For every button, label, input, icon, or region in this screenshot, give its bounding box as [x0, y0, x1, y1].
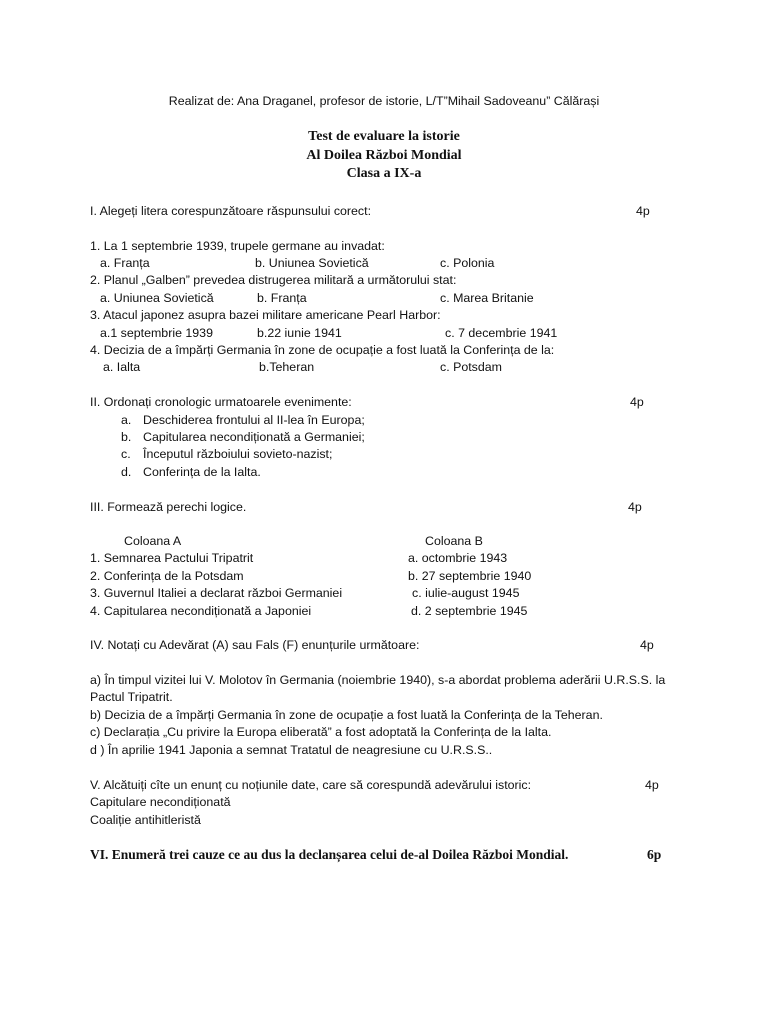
list-item [121, 446, 521, 464]
option-a: a. Franța [100, 256, 150, 270]
option-b: b. Franța [257, 291, 307, 305]
question-1: 1. La 1 septembrie 1939, trupele germane au invadat: [90, 239, 385, 253]
option-c: c. 7 decembrie 1941 [445, 326, 558, 340]
column-a-item: 4. Capitularea necondiționată a Japoniei [90, 604, 312, 618]
option-b: b.22 iunie 1941 [257, 326, 342, 340]
item-letter: a. [121, 413, 132, 427]
statement-a-continued: Pactul Tripatrit. [90, 690, 173, 704]
statement-c: c) Declarația „Cu privire la Europa eliberată” a fost adoptată la Conferința de la Ialta. [90, 725, 552, 739]
column-b-item: d. 2 septembrie 1945 [411, 604, 528, 618]
section-6-heading: VI. Enumeră trei cauze ce au dus la declanșarea celui de-al Doilea Război Mondial. [90, 847, 569, 862]
item-letter: c. [121, 447, 131, 461]
question-4: 4. Decizia de a împărți Germania în zone de ocupație a fost luată la Conferința de la: [90, 343, 555, 357]
column-b-item: c. iulie-august 1945 [412, 586, 520, 600]
question-2: 2. Planul „Galben” prevedea distrugerea militară a următorului stat: [90, 273, 457, 287]
column-a-item: 1. Semnarea Pactului Tripatrit [90, 551, 254, 565]
option-c: c. Potsdam [440, 360, 502, 374]
section-4-points: 4p [640, 638, 654, 652]
doc-title: Test de evaluare la istorie [308, 129, 460, 144]
section-3-heading: III. Formează perechi logice. [90, 500, 247, 514]
section-6-points: 6p [647, 847, 662, 862]
notion-item: Capitulare necondiționată [90, 795, 231, 809]
column-b-header: Coloana B [425, 534, 483, 548]
item-letter: d. [121, 465, 132, 479]
option-b: b.Teheran [259, 360, 315, 374]
option-a: a. Ialta [103, 360, 141, 374]
option-c: c. Marea Britanie [440, 291, 534, 305]
notion-item: Coaliție antihitleristă [90, 813, 201, 827]
option-a: a.1 septembrie 1939 [100, 326, 213, 340]
section-5-points: 4p [645, 778, 659, 792]
column-a-item: 2. Conferința de la Potsdam [90, 569, 244, 583]
question-3: 3. Atacul japonez asupra bazei militare americane Pearl Harbor: [90, 308, 441, 322]
item-text: Capitularea necondiționată a Germaniei; [143, 430, 365, 444]
item-text: Deschiderea frontului al II-lea în Europa; [143, 413, 365, 427]
section-1-heading: I. Alegeți litera corespunzătoare răspunsului corect: [90, 204, 372, 218]
column-a-item: 3. Guvernul Italiei a declarat război Germaniei [90, 586, 343, 600]
column-b-item: a. octombrie 1943 [408, 551, 508, 565]
list-item [121, 464, 521, 482]
section-3-points: 4p [628, 500, 642, 514]
option-b: b. Uniunea Sovietică [255, 256, 369, 270]
option-a: a. Uniunea Sovietică [100, 291, 214, 305]
author-line: Realizat de: Ana Draganel, profesor de istorie, L/T”Mihail Sadoveanu” Călărași [168, 94, 600, 108]
list-item [121, 429, 521, 447]
statement-b: b) Decizia de a împărți Germania în zone de ocupație a fost luată la Conferința de la Teheran. [90, 708, 603, 722]
section-4-heading: IV. Notați cu Adevărat (A) sau Fals (F) enunțurile următoare: [90, 638, 420, 652]
section-1-points: 4p [636, 204, 650, 218]
doc-subtitle: Al Doilea Război Mondial [306, 148, 462, 163]
statement-d: d ) În aprilie 1941 Japonia a semnat Tratatul de neagresiune cu U.R.S.S.. [90, 743, 493, 757]
option-c: c. Polonia [440, 256, 495, 270]
statement-a: a) În timpul vizitei lui V. Molotov în Germania (noiembrie 1940), s-a abordat problema aderării U.R.S.S. la [90, 673, 666, 687]
doc-class: Clasa a IX-a [346, 166, 422, 181]
item-text: Conferința de la Ialta. [143, 465, 261, 479]
section-2-points: 4p [630, 395, 644, 409]
item-letter: b. [121, 430, 132, 444]
section-5-heading: V. Alcătuiți cîte un enunț cu noțiunile date, care să corespundă adevărului istoric: [90, 778, 532, 792]
list-item [121, 412, 521, 430]
column-b-item: b. 27 septembrie 1940 [408, 569, 532, 583]
column-a-header: Coloana A [124, 534, 182, 548]
item-text: Începutul războiului sovieto-nazist; [143, 447, 333, 461]
section-2-heading: II. Ordonați cronologic urmatoarele evenimente: [90, 395, 352, 409]
